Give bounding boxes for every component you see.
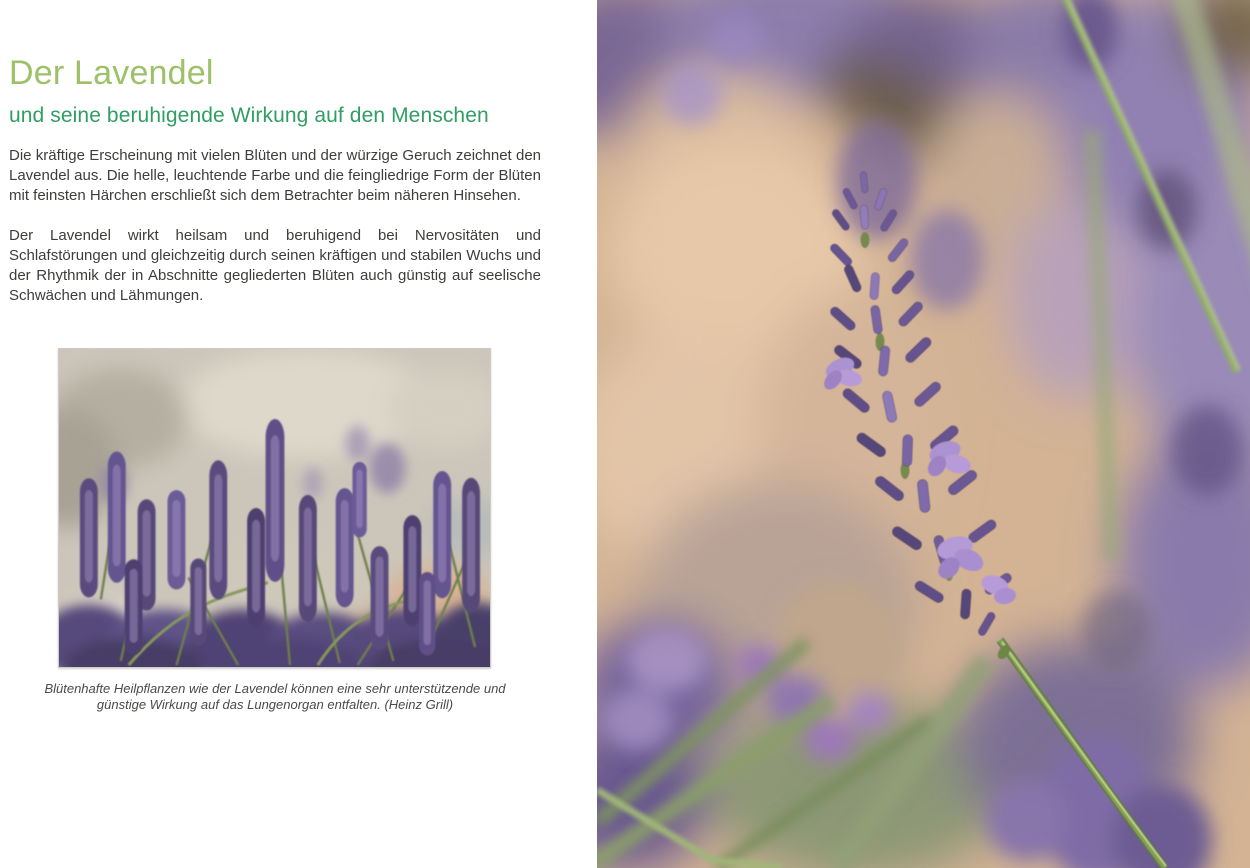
text-page xyxy=(0,0,597,868)
full-photo-art xyxy=(597,0,1250,868)
photo-caption: Blütenhafte Heilpflanzen wie der Lavendel können eine sehr unterstützende und günstige Wirkung auf das Lungenorgan entfalten. (Heinz Grill) xyxy=(44,681,506,712)
inset-lavender-photo xyxy=(58,348,491,668)
inset-photo-art xyxy=(59,349,490,667)
full-page-lavender-photo xyxy=(597,0,1250,868)
page-subtitle: und seine beruhigende Wirkung auf den Menschen xyxy=(9,104,489,127)
body-paragraph-2: Der Lavendel wirkt heilsam und beruhigend bei Nervositäten und Schlafstörungen und gleichzeitig durch seinen kräftigen und stabilen Wuchs und der Rhythmik der in Abschnitte gegliederten Blüten auch günstig auf seelische Schwächen und Lähmungen. xyxy=(9,227,541,304)
body-paragraph-1: Die kräftige Erscheinung mit vielen Blüten und der würzige Geruch zeichnet den Lavendel aus. Die helle, leuchtende Farbe und die feingliedrige Form der Blüten mit feinsten Härchen erschließt sich dem Betrachter beim näheren Hinsehen. xyxy=(9,147,541,204)
page-title: Der Lavendel xyxy=(9,54,214,92)
